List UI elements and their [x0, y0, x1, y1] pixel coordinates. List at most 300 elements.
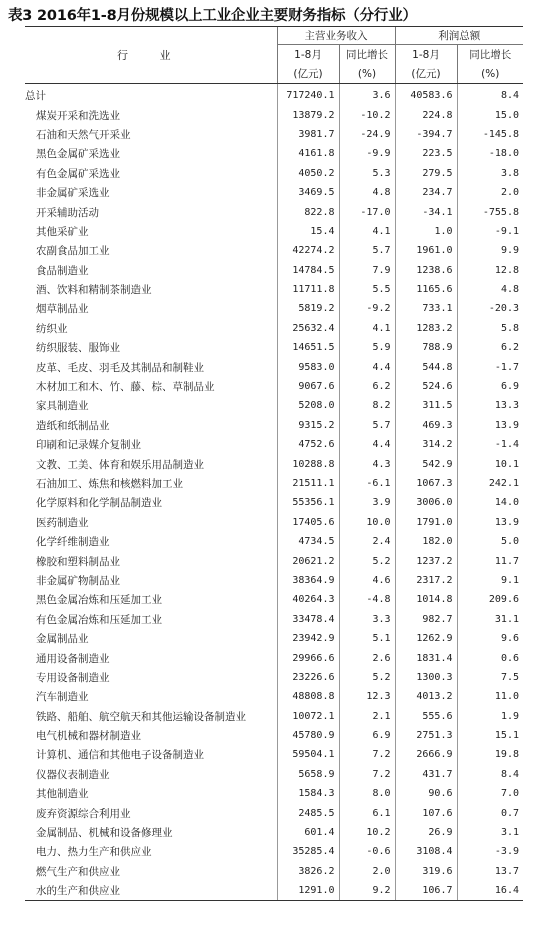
profit-cell: 431.7 [395, 765, 457, 784]
profit-cell: 1791.0 [395, 513, 457, 532]
industry-name-cell [25, 803, 277, 822]
profit-cell: 4013.2 [395, 687, 457, 706]
revenue-cell: 55356.1 [277, 493, 339, 512]
industry-name-cell [25, 590, 277, 609]
profit-growth-cell: 13.9 [457, 513, 523, 532]
profit-growth-cell: -18.0 [457, 144, 523, 163]
industry-name: 纺织业 [36, 322, 68, 335]
industry-name: 家具制造业 [36, 400, 89, 413]
profit-cell: -394.7 [395, 125, 457, 144]
table-row [25, 823, 523, 842]
revenue-cell: 1584.3 [277, 784, 339, 803]
industry-name: 皮革、毛皮、羽毛及其制品和制鞋业 [36, 361, 204, 374]
profit-cell: 788.9 [395, 338, 457, 357]
profit-growth-cell: 3.8 [457, 164, 523, 183]
revenue-growth-cell: 2.4 [339, 532, 395, 551]
profit-growth-cell: 8.4 [457, 84, 523, 106]
table-row [25, 84, 523, 106]
table-row [25, 416, 523, 435]
industry-name: 医药制造业 [36, 516, 89, 529]
industry-name-cell [25, 513, 277, 532]
revenue-cell: 4161.8 [277, 144, 339, 163]
revenue-cell: 10288.8 [277, 454, 339, 473]
revenue-growth-cell: 10.0 [339, 513, 395, 532]
profit-growth-cell: 0.7 [457, 803, 523, 822]
revenue-cell: 38364.9 [277, 571, 339, 590]
industry-name-cell [25, 435, 277, 454]
industry-name-cell [25, 765, 277, 784]
revenue-growth-cell: 8.2 [339, 396, 395, 415]
revenue-cell: 3826.2 [277, 862, 339, 881]
revenue-growth-cell: 7.9 [339, 261, 395, 280]
profit-growth-cell: 9.9 [457, 241, 523, 260]
profit-cell: 2317.2 [395, 571, 457, 590]
revenue-cell: 23226.6 [277, 668, 339, 687]
industry-name-cell [25, 610, 277, 629]
industry-name-cell [25, 726, 277, 745]
industry-name-cell [25, 338, 277, 357]
profit-cell: 1237.2 [395, 551, 457, 570]
revenue-cell: 13879.2 [277, 105, 339, 124]
revenue-growth-cell: -10.2 [339, 105, 395, 124]
industry-name-cell [25, 319, 277, 338]
revenue-cell: 5658.9 [277, 765, 339, 784]
table-row [25, 842, 523, 861]
profit-growth-cell: -9.1 [457, 222, 523, 241]
profit-growth-cell: 9.6 [457, 629, 523, 648]
table-row [25, 454, 523, 473]
revenue-cell: 14784.5 [277, 261, 339, 280]
revenue-growth-cell: 4.4 [339, 357, 395, 376]
industry-name: 其他制造业 [36, 788, 89, 801]
revenue-growth-cell: 3.9 [339, 493, 395, 512]
table-row [25, 551, 523, 570]
profit-period-header: 1-8月 [395, 45, 457, 65]
table-row [25, 357, 523, 376]
revenue-period-header: 1-8月 [277, 45, 339, 65]
profit-cell: 544.8 [395, 357, 457, 376]
revenue-growth-cell: -9.9 [339, 144, 395, 163]
profit-growth-cell: 9.1 [457, 571, 523, 590]
industry-name: 铁路、船舶、航空航天和其他运输设备制造业 [36, 710, 246, 723]
table-row [25, 338, 523, 357]
industry-name-cell [25, 881, 277, 901]
profit-growth-cell: -1.7 [457, 357, 523, 376]
industry-name: 通用设备制造业 [36, 652, 110, 665]
table-row [25, 765, 523, 784]
table-row [25, 629, 523, 648]
industry-name: 燃气生产和供应业 [36, 865, 120, 878]
table-row [25, 202, 523, 221]
profit-cell: 3108.4 [395, 842, 457, 861]
revenue-growth-cell: 5.7 [339, 241, 395, 260]
table-row [25, 532, 523, 551]
table-row [25, 881, 523, 901]
profit-cell: 40583.6 [395, 84, 457, 106]
profit-growth-cell: 2.0 [457, 183, 523, 202]
industry-name: 石油加工、炼焦和核燃料加工业 [36, 478, 183, 490]
profit-growth-cell: 11.7 [457, 551, 523, 570]
revenue-growth-cell: -4.8 [339, 590, 395, 609]
industry-name: 木材加工和木、竹、藤、棕、草制品业 [36, 381, 215, 394]
profit-growth-cell: 5.0 [457, 532, 523, 551]
revenue-growth-cell: 5.1 [339, 629, 395, 648]
revenue-growth-cell: 5.2 [339, 551, 395, 570]
revenue-cell: 33478.4 [277, 610, 339, 629]
profit-growth-cell: 13.7 [457, 862, 523, 881]
table-row [25, 183, 523, 202]
industry-name: 纺织服装、服饰业 [36, 342, 120, 355]
table-row [25, 590, 523, 609]
profit-cell: 90.6 [395, 784, 457, 803]
profit-growth-cell: 16.4 [457, 881, 523, 901]
revenue-growth-cell: -24.9 [339, 125, 395, 144]
industry-name: 水的生产和供应业 [36, 885, 120, 898]
industry-name: 化学原料和化学制品制造业 [36, 497, 162, 510]
profit-growth-cell: 13.9 [457, 416, 523, 435]
table-row [25, 803, 523, 822]
industry-name: 废弃资源综合利用业 [36, 807, 131, 820]
profit-cell: 1300.3 [395, 668, 457, 687]
profit-cell: 106.7 [395, 881, 457, 901]
revenue-growth-cell: 5.7 [339, 416, 395, 435]
revenue-cell: 717240.1 [277, 84, 339, 106]
industry-name: 印刷和记录媒介复制业 [36, 439, 141, 452]
industry-name-cell [25, 551, 277, 570]
industry-name-cell [25, 222, 277, 241]
profit-cell: 1283.2 [395, 319, 457, 338]
industry-name-cell [25, 377, 277, 396]
table-row [25, 513, 523, 532]
table-row [25, 299, 523, 318]
industry-name-cell [25, 571, 277, 590]
revenue-growth-cell: 2.6 [339, 648, 395, 667]
revenue-growth-cell: 5.5 [339, 280, 395, 299]
profit-cell: -34.1 [395, 202, 457, 221]
table-row [25, 784, 523, 803]
revenue-growth-cell: 9.2 [339, 881, 395, 901]
industry-name-cell [25, 416, 277, 435]
industry-name: 计算机、通信和其他电子设备制造业 [36, 749, 204, 762]
table-row [25, 610, 523, 629]
industry-name-cell [25, 144, 277, 163]
profit-growth-cell: 12.8 [457, 261, 523, 280]
industry-name: 文教、工美、体育和娱乐用品制造业 [36, 458, 204, 471]
revenue-unit-header: (亿元) [277, 64, 339, 84]
table-row [25, 319, 523, 338]
table-row [25, 493, 523, 512]
industry-name: 专用设备制造业 [36, 671, 110, 684]
table-row [25, 222, 523, 241]
profit-growth-cell: 6.9 [457, 377, 523, 396]
revenue-growth-cell: 5.3 [339, 164, 395, 183]
revenue-growth-cell: -0.6 [339, 842, 395, 861]
industry-name-cell [25, 784, 277, 803]
revenue-cell: 15.4 [277, 222, 339, 241]
profit-growth-cell: 8.4 [457, 765, 523, 784]
revenue-cell: 48808.8 [277, 687, 339, 706]
profit-growth-cell: 15.1 [457, 726, 523, 745]
revenue-growth-cell: 4.1 [339, 222, 395, 241]
profit-cell: 319.6 [395, 862, 457, 881]
revenue-cell: 40264.3 [277, 590, 339, 609]
revenue-cell: 42274.2 [277, 241, 339, 260]
profit-cell: 469.3 [395, 416, 457, 435]
profit-group-header: 利润总额 [395, 27, 523, 45]
revenue-growth-cell: 6.2 [339, 377, 395, 396]
industry-name-cell [25, 687, 277, 706]
profit-growth-cell: 7.5 [457, 668, 523, 687]
revenue-cell: 45780.9 [277, 726, 339, 745]
revenue-cell: 9583.0 [277, 357, 339, 376]
industry-name: 电力、热力生产和供应业 [36, 846, 152, 859]
revenue-cell: 4752.6 [277, 435, 339, 454]
profit-cell: 524.6 [395, 377, 457, 396]
table-row [25, 241, 523, 260]
revenue-growth-cell: 4.8 [339, 183, 395, 202]
profit-growth-cell: 209.6 [457, 590, 523, 609]
table-row [25, 745, 523, 764]
revenue-cell: 4734.5 [277, 532, 339, 551]
revenue-growth-cell: 2.1 [339, 707, 395, 726]
profit-cell: 1014.8 [395, 590, 457, 609]
industry-name: 开采辅助活动 [36, 206, 99, 219]
industry-name-cell [25, 668, 277, 687]
industry-name: 食品制造业 [36, 264, 89, 277]
revenue-cell: 10072.1 [277, 707, 339, 726]
industry-name: 汽车制造业 [36, 691, 89, 704]
revenue-growth-cell: 4.3 [339, 454, 395, 473]
table-row [25, 164, 523, 183]
profit-cell: 542.9 [395, 454, 457, 473]
industry-name: 非金属矿采选业 [36, 187, 110, 200]
table-row [25, 668, 523, 687]
profit-growth-cell: -755.8 [457, 202, 523, 221]
profit-cell: 1262.9 [395, 629, 457, 648]
profit-growth-header: 同比增长 [457, 45, 523, 65]
industry-name-cell [25, 862, 277, 881]
industry-name: 橡胶和塑料制品业 [36, 555, 120, 568]
profit-growth-cell: 0.6 [457, 648, 523, 667]
industry-name-cell [25, 707, 277, 726]
revenue-cell: 29966.6 [277, 648, 339, 667]
industry-name-cell [25, 629, 277, 648]
table-row [25, 280, 523, 299]
revenue-growth-cell: 7.2 [339, 765, 395, 784]
industry-name: 金属制品、机械和设备修理业 [36, 827, 173, 840]
revenue-cell: 35285.4 [277, 842, 339, 861]
revenue-growth-cell: 7.2 [339, 745, 395, 764]
profit-cell: 223.5 [395, 144, 457, 163]
industry-name-cell [25, 454, 277, 473]
industry-name-cell [25, 396, 277, 415]
revenue-cell: 21511.1 [277, 474, 339, 493]
revenue-growth-cell: 5.2 [339, 668, 395, 687]
profit-growth-cell: 7.0 [457, 784, 523, 803]
industry-name: 农副食品加工业 [36, 245, 110, 258]
profit-cell: 234.7 [395, 183, 457, 202]
revenue-growth-cell: 5.9 [339, 338, 395, 357]
revenue-cell: 1291.0 [277, 881, 339, 901]
revenue-cell: 25632.4 [277, 319, 339, 338]
revenue-growth-cell: 12.3 [339, 687, 395, 706]
revenue-cell: 601.4 [277, 823, 339, 842]
profit-cell: 3006.0 [395, 493, 457, 512]
profit-cell: 1238.6 [395, 261, 457, 280]
industry-name: 其他采矿业 [36, 225, 89, 238]
revenue-cell: 4050.2 [277, 164, 339, 183]
revenue-growth-cell: 10.2 [339, 823, 395, 842]
profit-cell: 2751.3 [395, 726, 457, 745]
industry-name: 化学纤维制造业 [36, 536, 110, 549]
table-row [25, 648, 523, 667]
industry-name-cell [25, 164, 277, 183]
table-title: 表3 2016年1-8月份规模以上工业企业主要财务指标（分行业） [8, 8, 417, 24]
profit-cell: 2666.9 [395, 745, 457, 764]
revenue-growth-cell: 6.9 [339, 726, 395, 745]
profit-cell: 224.8 [395, 105, 457, 124]
profit-cell: 1067.3 [395, 474, 457, 493]
revenue-growth-cell: 4.1 [339, 319, 395, 338]
profit-cell: 26.9 [395, 823, 457, 842]
profit-growth-cell: 6.2 [457, 338, 523, 357]
industry-name-cell [25, 299, 277, 318]
revenue-cell: 9067.6 [277, 377, 339, 396]
profit-growth-cell: 15.0 [457, 105, 523, 124]
revenue-cell: 3981.7 [277, 125, 339, 144]
revenue-growth-cell: 8.0 [339, 784, 395, 803]
table-row [25, 105, 523, 124]
revenue-cell: 17405.6 [277, 513, 339, 532]
industry-name-cell [25, 125, 277, 144]
industry-name-cell [25, 745, 277, 764]
industry-name-cell [25, 84, 277, 106]
industry-name: 非金属矿物制品业 [36, 574, 120, 587]
revenue-cell: 9315.2 [277, 416, 339, 435]
industry-column-header: 行 业 [25, 27, 277, 84]
profit-growth-cell: 11.0 [457, 687, 523, 706]
profit-cell: 733.1 [395, 299, 457, 318]
profit-growth-unit-header: (%) [457, 64, 523, 84]
revenue-cell: 3469.5 [277, 183, 339, 202]
revenue-cell: 822.8 [277, 202, 339, 221]
revenue-growth-cell: 6.1 [339, 803, 395, 822]
table-row [25, 435, 523, 454]
revenue-growth-cell: 4.6 [339, 571, 395, 590]
industry-name-cell [25, 823, 277, 842]
revenue-growth-cell: 3.6 [339, 84, 395, 106]
profit-growth-cell: 1.9 [457, 707, 523, 726]
industry-name: 黑色金属矿采选业 [36, 148, 120, 161]
table-row [25, 862, 523, 881]
revenue-growth-cell: 2.0 [339, 862, 395, 881]
industry-name-cell [25, 357, 277, 376]
profit-growth-cell: -145.8 [457, 125, 523, 144]
profit-growth-cell: 14.0 [457, 493, 523, 512]
profit-growth-cell: 19.8 [457, 745, 523, 764]
profit-cell: 1961.0 [395, 241, 457, 260]
profit-unit-header: (亿元) [395, 64, 457, 84]
industry-name: 烟草制品业 [36, 303, 89, 316]
profit-cell: 279.5 [395, 164, 457, 183]
financial-indicators-table [25, 26, 523, 901]
industry-name-cell [25, 261, 277, 280]
table-row [25, 396, 523, 415]
revenue-growth-cell: -6.1 [339, 474, 395, 493]
profit-growth-cell: 242.1 [457, 474, 523, 493]
industry-name-cell [25, 202, 277, 221]
revenue-growth-cell: -9.2 [339, 299, 395, 318]
industry-name-cell [25, 105, 277, 124]
profit-growth-cell: -3.9 [457, 842, 523, 861]
industry-name: 总计 [25, 90, 46, 103]
profit-cell: 555.6 [395, 707, 457, 726]
profit-cell: 314.2 [395, 435, 457, 454]
table-body [25, 84, 523, 901]
industry-name-cell [25, 241, 277, 260]
revenue-cell: 5208.0 [277, 396, 339, 415]
profit-growth-cell: 10.1 [457, 454, 523, 473]
profit-growth-cell: 13.3 [457, 396, 523, 415]
table-row [25, 726, 523, 745]
table-row [25, 125, 523, 144]
industry-name: 石油和天然气开采业 [36, 128, 131, 141]
table-row [25, 687, 523, 706]
revenue-cell: 11711.8 [277, 280, 339, 299]
profit-cell: 311.5 [395, 396, 457, 415]
profit-cell: 1.0 [395, 222, 457, 241]
industry-name-cell [25, 532, 277, 551]
industry-name-cell [25, 493, 277, 512]
industry-name: 酒、饮料和精制茶制造业 [36, 284, 152, 297]
table-row [25, 474, 523, 493]
profit-cell: 107.6 [395, 803, 457, 822]
industry-name-cell [25, 183, 277, 202]
industry-name-cell [25, 842, 277, 861]
profit-growth-cell: 31.1 [457, 610, 523, 629]
industry-name: 金属制品业 [36, 633, 89, 646]
profit-cell: 982.7 [395, 610, 457, 629]
revenue-growth-unit-header: (%) [339, 64, 395, 84]
revenue-growth-header: 同比增长 [339, 45, 395, 65]
industry-name: 黑色金属冶炼和压延加工业 [36, 594, 162, 607]
profit-cell: 1165.6 [395, 280, 457, 299]
industry-name: 电气机械和器材制造业 [36, 730, 141, 743]
profit-cell: 1831.4 [395, 648, 457, 667]
profit-growth-cell: 3.1 [457, 823, 523, 842]
revenue-cell: 5819.2 [277, 299, 339, 318]
profit-growth-cell: -20.3 [457, 299, 523, 318]
industry-name: 煤炭开采和洗选业 [36, 109, 120, 122]
table-row [25, 377, 523, 396]
revenue-cell: 23942.9 [277, 629, 339, 648]
table-row [25, 707, 523, 726]
industry-name-cell [25, 474, 277, 493]
industry-name: 仪器仪表制造业 [36, 768, 110, 781]
revenue-growth-cell: -17.0 [339, 202, 395, 221]
industry-name-cell [25, 280, 277, 299]
profit-growth-cell: 5.8 [457, 319, 523, 338]
industry-name-cell [25, 648, 277, 667]
revenue-cell: 14651.5 [277, 338, 339, 357]
industry-name: 有色金属矿采选业 [36, 167, 120, 180]
table-row [25, 144, 523, 163]
revenue-cell: 20621.2 [277, 551, 339, 570]
profit-growth-cell: -1.4 [457, 435, 523, 454]
profit-growth-cell: 4.8 [457, 280, 523, 299]
revenue-cell: 2485.5 [277, 803, 339, 822]
revenue-growth-cell: 3.3 [339, 610, 395, 629]
